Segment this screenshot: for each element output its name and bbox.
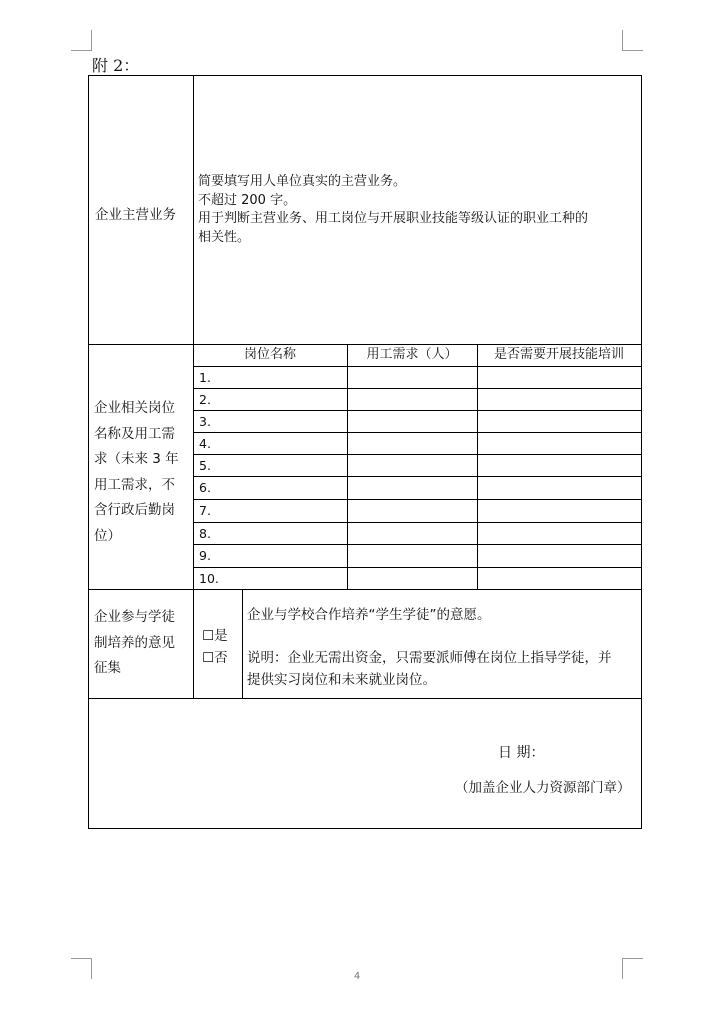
date-label: 日 期：: [498, 745, 545, 761]
annex-label: 附 2：: [92, 56, 140, 75]
apprentice-label: 企业参与学徒 制培养的意见 征集: [94, 609, 175, 676]
yes-checkbox[interactable]: ☐是: [202, 628, 228, 644]
table-row-number: 5.: [199, 458, 211, 473]
table-row-number: 7.: [199, 503, 211, 518]
apprentice-note: 说明：企业无需出资金，只需要派师傅在岗位上指导学徒，并 提供实习岗位和未来就业岗位。: [247, 650, 612, 688]
table-row-number: 3.: [199, 414, 211, 429]
crop-mark-top-right: [622, 30, 643, 51]
table-row-number: 6.: [199, 480, 211, 495]
table-row-number: 10.: [199, 571, 219, 586]
positions-label: 企业相关岗位 名称及用工需 求（未来 3 年 用工需求，不 含行政后勤岗 位）: [94, 400, 179, 544]
crop-mark-top-left: [71, 30, 92, 51]
form-table: [88, 75, 642, 829]
table-row-number: 9.: [199, 548, 211, 563]
apprentice-statement: 企业与学校合作培养“学生学徒”的意愿。: [247, 607, 491, 623]
business-label: 企业主营业务: [95, 207, 176, 223]
table-row-number: 4.: [199, 436, 211, 451]
table-row-number: 1.: [199, 370, 211, 385]
no-checkbox[interactable]: ☐否: [202, 650, 228, 666]
page-number: 4: [353, 971, 361, 982]
seal-note: （加盖企业人力资源部门章）: [455, 780, 631, 796]
column-header-training: 是否需要开展技能培训: [493, 347, 624, 362]
business-instructions: 简要填写用人单位真实的主营业务。 不超过 200 字。 用于判断主营业务、用工岗位与开展职业技能等级认证的职业工种的 相关性。: [198, 174, 589, 245]
column-header-demand: 用工需求（人）: [366, 347, 458, 362]
table-row-number: 8.: [199, 526, 211, 541]
column-header-position-name: 岗位名称: [243, 347, 296, 362]
table-row-number: 2.: [199, 392, 211, 407]
